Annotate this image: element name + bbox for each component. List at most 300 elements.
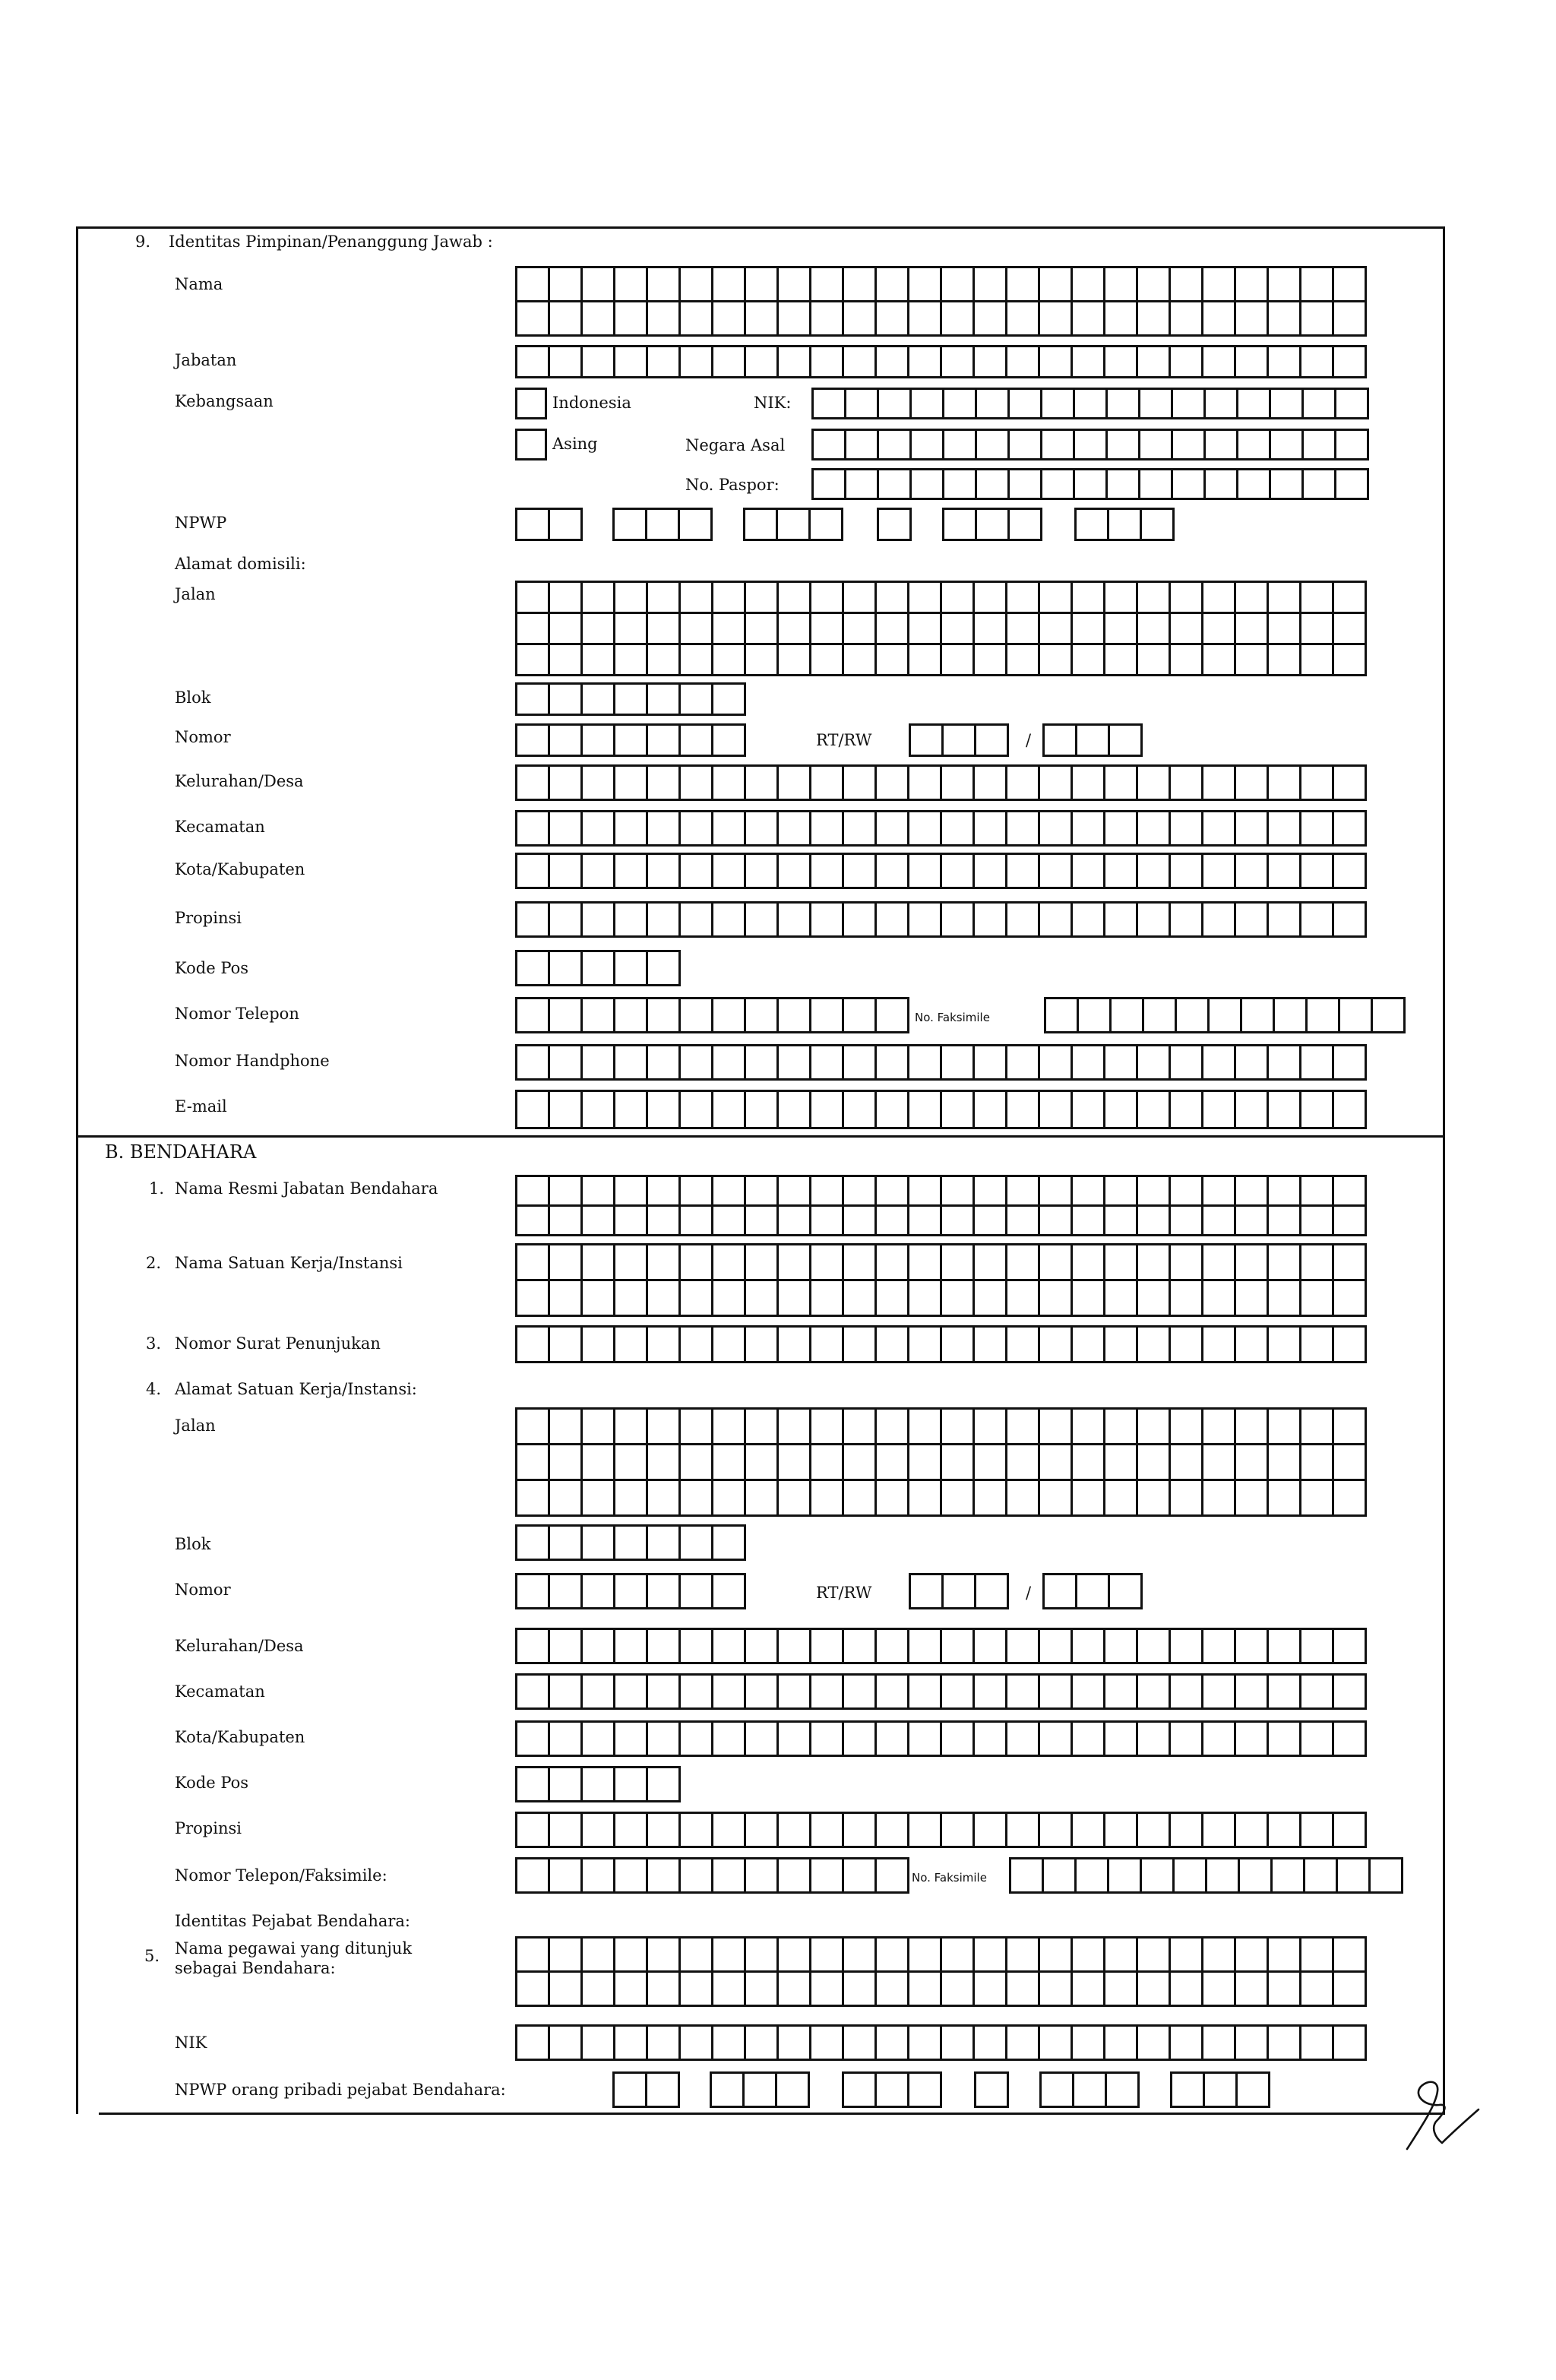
nomor-telepon-box[interactable] — [874, 1857, 909, 1894]
nama-resmi-jabatan-box[interactable] — [1332, 1204, 1367, 1236]
nama-satuan-kerja-box[interactable] — [711, 1243, 746, 1281]
jalan-box[interactable] — [646, 643, 681, 676]
nomor-telepon-box[interactable] — [580, 997, 615, 1033]
kota-box[interactable] — [1038, 853, 1073, 889]
nama-resmi-jabatan-box[interactable] — [972, 1175, 1007, 1207]
propinsi-box[interactable] — [678, 901, 713, 938]
jalan-box[interactable] — [940, 581, 975, 614]
nomor-handphone-box[interactable] — [613, 1044, 648, 1081]
nomor-box[interactable] — [711, 1573, 746, 1609]
jabatan-box[interactable] — [1267, 345, 1301, 378]
nama-satuan-kerja-box[interactable] — [1299, 1279, 1334, 1317]
no-paspor-box[interactable] — [1105, 468, 1140, 500]
rw-box[interactable] — [1042, 1573, 1077, 1609]
npwp-box[interactable] — [548, 508, 583, 541]
kelurahan-box[interactable] — [1201, 764, 1236, 801]
propinsi-box[interactable] — [1267, 1812, 1301, 1848]
no-faksimile-box[interactable] — [1240, 997, 1275, 1033]
nomor-surat-penunjukan-box[interactable] — [1267, 1325, 1301, 1363]
kecamatan-box[interactable] — [809, 810, 844, 847]
propinsi-box[interactable] — [1169, 901, 1203, 938]
jalan-box[interactable] — [580, 1407, 615, 1445]
nama-pegawai-box[interactable] — [809, 1936, 844, 1973]
negara-asal-box[interactable] — [844, 429, 879, 460]
nama-satuan-kerja-box[interactable] — [1103, 1243, 1138, 1281]
jalan-box[interactable] — [874, 612, 909, 645]
nama-pegawai-box[interactable] — [1038, 1936, 1073, 1973]
jalan-box[interactable] — [1071, 1407, 1105, 1445]
nomor-surat-penunjukan-box[interactable] — [646, 1325, 681, 1363]
jalan-box[interactable] — [646, 1443, 681, 1481]
propinsi-box[interactable] — [874, 1812, 909, 1848]
negara-asal-box[interactable] — [1138, 429, 1173, 460]
npwp-pribadi-box[interactable] — [842, 2071, 877, 2108]
nama-box[interactable] — [1201, 266, 1236, 302]
nama-box[interactable] — [744, 300, 779, 337]
kota-box[interactable] — [1103, 853, 1138, 889]
kelurahan-box[interactable] — [1169, 1628, 1203, 1664]
kecamatan-box[interactable] — [613, 1673, 648, 1710]
kota-box[interactable] — [1038, 1720, 1073, 1757]
nama-pegawai-box[interactable] — [1038, 1970, 1073, 2007]
jalan-box[interactable] — [548, 1479, 583, 1517]
no-paspor-box[interactable] — [1203, 468, 1238, 500]
no-faksimile-box[interactable] — [1009, 1857, 1044, 1894]
jalan-box[interactable] — [809, 1443, 844, 1481]
kelurahan-box[interactable] — [842, 764, 877, 801]
jalan-box[interactable] — [809, 1479, 844, 1517]
jalan-box[interactable] — [1299, 1407, 1334, 1445]
jalan-box[interactable] — [809, 612, 844, 645]
nomor-telepon-box[interactable] — [874, 997, 909, 1033]
nama-box[interactable] — [1071, 266, 1105, 302]
nomor-telepon-box[interactable] — [548, 997, 583, 1033]
nama-satuan-kerja-box[interactable] — [842, 1243, 877, 1281]
nama-box[interactable] — [776, 266, 811, 302]
nama-pegawai-box[interactable] — [1234, 1970, 1269, 2007]
nomor-handphone-box[interactable] — [711, 1044, 746, 1081]
nomor-handphone-box[interactable] — [1234, 1044, 1269, 1081]
nama-box[interactable] — [1234, 300, 1269, 337]
nama-box[interactable] — [1005, 300, 1040, 337]
propinsi-box[interactable] — [1332, 1812, 1367, 1848]
nama-resmi-jabatan-box[interactable] — [678, 1204, 713, 1236]
blok-box[interactable] — [613, 682, 648, 716]
kelurahan-box[interactable] — [711, 1628, 746, 1664]
kota-box[interactable] — [1267, 1720, 1301, 1757]
nik-box[interactable] — [975, 388, 1010, 419]
negara-asal-box[interactable] — [1171, 429, 1206, 460]
email-box[interactable] — [548, 1090, 583, 1129]
nama-box[interactable] — [515, 266, 550, 302]
kota-box[interactable] — [907, 853, 942, 889]
no-paspor-box[interactable] — [1073, 468, 1108, 500]
jalan-box[interactable] — [1169, 643, 1203, 676]
blok-box[interactable] — [678, 1524, 713, 1561]
nama-box[interactable] — [548, 266, 583, 302]
jabatan-box[interactable] — [613, 345, 648, 378]
kota-box[interactable] — [907, 1720, 942, 1757]
no-paspor-box[interactable] — [909, 468, 944, 500]
nama-pegawai-box[interactable] — [1136, 1936, 1171, 1973]
email-box[interactable] — [842, 1090, 877, 1129]
nama-resmi-jabatan-box[interactable] — [646, 1204, 681, 1236]
nama-satuan-kerja-box[interactable] — [1103, 1279, 1138, 1317]
nomor-surat-penunjukan-box[interactable] — [1299, 1325, 1334, 1363]
nomor-telepon-box[interactable] — [515, 997, 550, 1033]
nik-box[interactable] — [776, 2024, 811, 2061]
nama-resmi-jabatan-box[interactable] — [1136, 1175, 1171, 1207]
npwp-pribadi-box[interactable] — [645, 2071, 680, 2108]
kelurahan-box[interactable] — [809, 1628, 844, 1664]
nama-satuan-kerja-box[interactable] — [1169, 1243, 1203, 1281]
nama-satuan-kerja-box[interactable] — [874, 1279, 909, 1317]
jalan-box[interactable] — [842, 1407, 877, 1445]
jalan-box[interactable] — [580, 612, 615, 645]
jalan-box[interactable] — [1299, 643, 1334, 676]
npwp-box[interactable] — [877, 508, 912, 541]
no-faksimile-box[interactable] — [1142, 997, 1177, 1033]
kota-box[interactable] — [1103, 1720, 1138, 1757]
email-box[interactable] — [1201, 1090, 1236, 1129]
kelurahan-box[interactable] — [907, 1628, 942, 1664]
blok-box[interactable] — [515, 1524, 550, 1561]
nomor-handphone-box[interactable] — [776, 1044, 811, 1081]
kelurahan-box[interactable] — [548, 764, 583, 801]
kecamatan-box[interactable] — [1234, 810, 1269, 847]
nomor-surat-penunjukan-box[interactable] — [809, 1325, 844, 1363]
jabatan-box[interactable] — [1071, 345, 1105, 378]
blok-box[interactable] — [548, 1524, 583, 1561]
nama-box[interactable] — [874, 266, 909, 302]
jalan-box[interactable] — [1103, 1407, 1138, 1445]
nomor-surat-penunjukan-box[interactable] — [1103, 1325, 1138, 1363]
no-faksimile-box[interactable] — [1074, 1857, 1109, 1894]
nomor-telepon-box[interactable] — [842, 997, 877, 1033]
jalan-box[interactable] — [1136, 1443, 1171, 1481]
no-faksimile-box[interactable] — [1305, 997, 1340, 1033]
propinsi-box[interactable] — [1038, 901, 1073, 938]
kelurahan-box[interactable] — [1136, 764, 1171, 801]
kecamatan-box[interactable] — [1005, 1673, 1040, 1710]
kelurahan-box[interactable] — [646, 764, 681, 801]
email-box[interactable] — [1071, 1090, 1105, 1129]
rw-box[interactable] — [1075, 1573, 1110, 1609]
propinsi-box[interactable] — [580, 1812, 615, 1848]
nama-resmi-jabatan-box[interactable] — [548, 1175, 583, 1207]
nik-box[interactable] — [1103, 2024, 1138, 2061]
nama-resmi-jabatan-box[interactable] — [1071, 1175, 1105, 1207]
jalan-box[interactable] — [1038, 1407, 1073, 1445]
kelurahan-box[interactable] — [744, 764, 779, 801]
nama-satuan-kerja-box[interactable] — [515, 1279, 550, 1317]
kelurahan-box[interactable] — [1332, 1628, 1367, 1664]
kelurahan-box[interactable] — [907, 764, 942, 801]
nik-box[interactable] — [1171, 388, 1206, 419]
nama-satuan-kerja-box[interactable] — [711, 1279, 746, 1317]
nomor-telepon-box[interactable] — [711, 997, 746, 1033]
propinsi-box[interactable] — [972, 901, 1007, 938]
nama-resmi-jabatan-box[interactable] — [613, 1175, 648, 1207]
nama-pegawai-box[interactable] — [548, 1970, 583, 2007]
nama-box[interactable] — [1005, 266, 1040, 302]
nama-satuan-kerja-box[interactable] — [1136, 1279, 1171, 1317]
kecamatan-box[interactable] — [711, 810, 746, 847]
nama-box[interactable] — [1038, 300, 1073, 337]
nama-pegawai-box[interactable] — [548, 1936, 583, 1973]
nomor-handphone-box[interactable] — [1201, 1044, 1236, 1081]
kelurahan-box[interactable] — [1005, 1628, 1040, 1664]
nama-resmi-jabatan-box[interactable] — [1299, 1204, 1334, 1236]
kecamatan-box[interactable] — [1169, 810, 1203, 847]
nomor-telepon-box[interactable] — [744, 1857, 779, 1894]
nomor-box[interactable] — [515, 723, 550, 757]
npwp-box[interactable] — [942, 508, 977, 541]
npwp-box[interactable] — [645, 508, 680, 541]
propinsi-box[interactable] — [809, 1812, 844, 1848]
jalan-box[interactable] — [1038, 643, 1073, 676]
propinsi-box[interactable] — [1267, 901, 1301, 938]
nama-box[interactable] — [1299, 266, 1334, 302]
jalan-box[interactable] — [711, 1407, 746, 1445]
nik-box[interactable] — [1073, 388, 1108, 419]
email-box[interactable] — [580, 1090, 615, 1129]
kecamatan-box[interactable] — [1201, 1673, 1236, 1710]
nik-box[interactable] — [842, 2024, 877, 2061]
kecamatan-box[interactable] — [580, 1673, 615, 1710]
nama-resmi-jabatan-box[interactable] — [1234, 1175, 1269, 1207]
kelurahan-box[interactable] — [1136, 1628, 1171, 1664]
nik-box[interactable] — [1203, 388, 1238, 419]
jalan-box[interactable] — [1332, 1443, 1367, 1481]
jalan-box[interactable] — [646, 612, 681, 645]
nama-pegawai-box[interactable] — [711, 1936, 746, 1973]
kelurahan-box[interactable] — [711, 764, 746, 801]
jalan-box[interactable] — [1234, 643, 1269, 676]
kelurahan-box[interactable] — [1299, 764, 1334, 801]
negara-asal-box[interactable] — [975, 429, 1010, 460]
nik-box[interactable] — [744, 2024, 779, 2061]
propinsi-box[interactable] — [907, 1812, 942, 1848]
jalan-box[interactable] — [678, 1443, 713, 1481]
nomor-handphone-box[interactable] — [1299, 1044, 1334, 1081]
kelurahan-box[interactable] — [613, 764, 648, 801]
jalan-box[interactable] — [1038, 1479, 1073, 1517]
nama-satuan-kerja-box[interactable] — [940, 1243, 975, 1281]
jalan-box[interactable] — [711, 643, 746, 676]
jabatan-box[interactable] — [1169, 345, 1203, 378]
npwp-box[interactable] — [1107, 508, 1142, 541]
nama-box[interactable] — [1103, 266, 1138, 302]
nama-resmi-jabatan-box[interactable] — [1267, 1175, 1301, 1207]
propinsi-box[interactable] — [1136, 1812, 1171, 1848]
jalan-box[interactable] — [1103, 581, 1138, 614]
kota-box[interactable] — [1201, 853, 1236, 889]
nomor-handphone-box[interactable] — [1169, 1044, 1203, 1081]
propinsi-box[interactable] — [1332, 901, 1367, 938]
nomor-telepon-box[interactable] — [613, 1857, 648, 1894]
kecamatan-box[interactable] — [646, 810, 681, 847]
nama-pegawai-box[interactable] — [646, 1970, 681, 2007]
kecamatan-box[interactable] — [1267, 1673, 1301, 1710]
negara-asal-box[interactable] — [811, 429, 846, 460]
nomor-surat-penunjukan-box[interactable] — [874, 1325, 909, 1363]
nik-box[interactable] — [580, 2024, 615, 2061]
email-box[interactable] — [1299, 1090, 1334, 1129]
nik-box[interactable] — [1301, 388, 1336, 419]
nama-resmi-jabatan-box[interactable] — [678, 1175, 713, 1207]
jabatan-box[interactable] — [744, 345, 779, 378]
kecamatan-box[interactable] — [972, 1673, 1007, 1710]
jalan-box[interactable] — [1332, 1479, 1367, 1517]
email-box[interactable] — [744, 1090, 779, 1129]
jalan-box[interactable] — [874, 1407, 909, 1445]
kecamatan-box[interactable] — [678, 810, 713, 847]
nama-box[interactable] — [1136, 300, 1171, 337]
jalan-box[interactable] — [1234, 1407, 1269, 1445]
kota-box[interactable] — [678, 853, 713, 889]
propinsi-box[interactable] — [646, 1812, 681, 1848]
jalan-box[interactable] — [972, 1407, 1007, 1445]
email-box[interactable] — [940, 1090, 975, 1129]
jalan-box[interactable] — [711, 581, 746, 614]
nama-box[interactable] — [1038, 266, 1073, 302]
nama-pegawai-box[interactable] — [515, 1936, 550, 1973]
jalan-box[interactable] — [580, 581, 615, 614]
propinsi-box[interactable] — [1201, 901, 1236, 938]
nama-satuan-kerja-box[interactable] — [1038, 1279, 1073, 1317]
npwp-pribadi-box[interactable] — [710, 2071, 745, 2108]
kode-pos-box[interactable] — [646, 950, 681, 986]
nama-resmi-jabatan-box[interactable] — [711, 1204, 746, 1236]
jalan-box[interactable] — [1071, 1479, 1105, 1517]
nik-box[interactable] — [811, 388, 846, 419]
nik-box[interactable] — [515, 2024, 550, 2061]
kota-box[interactable] — [1201, 1720, 1236, 1757]
no-paspor-box[interactable] — [1236, 468, 1271, 500]
email-box[interactable] — [809, 1090, 844, 1129]
nama-pegawai-box[interactable] — [580, 1936, 615, 1973]
nomor-surat-penunjukan-box[interactable] — [711, 1325, 746, 1363]
nomor-surat-penunjukan-box[interactable] — [972, 1325, 1007, 1363]
kebangsaan-indonesia-checkbox-box[interactable] — [515, 388, 547, 419]
nik-box[interactable] — [1138, 388, 1173, 419]
jalan-box[interactable] — [515, 1443, 550, 1481]
propinsi-box[interactable] — [842, 901, 877, 938]
no-paspor-box[interactable] — [1269, 468, 1304, 500]
nik-box[interactable] — [1234, 2024, 1269, 2061]
jalan-box[interactable] — [1234, 612, 1269, 645]
kecamatan-box[interactable] — [1071, 810, 1105, 847]
nomor-telepon-box[interactable] — [613, 997, 648, 1033]
kode-pos-box[interactable] — [613, 950, 648, 986]
kota-box[interactable] — [1005, 853, 1040, 889]
jalan-box[interactable] — [1071, 1443, 1105, 1481]
kecamatan-box[interactable] — [1103, 1673, 1138, 1710]
nama-resmi-jabatan-box[interactable] — [515, 1175, 550, 1207]
jalan-box[interactable] — [580, 1443, 615, 1481]
no-paspor-box[interactable] — [1138, 468, 1173, 500]
jabatan-box[interactable] — [1299, 345, 1334, 378]
jalan-box[interactable] — [515, 581, 550, 614]
nomor-surat-penunjukan-box[interactable] — [1169, 1325, 1203, 1363]
negara-asal-box[interactable] — [909, 429, 944, 460]
npwp-box[interactable] — [515, 508, 550, 541]
email-box[interactable] — [874, 1090, 909, 1129]
nama-box[interactable] — [1332, 300, 1367, 337]
jalan-box[interactable] — [842, 1443, 877, 1481]
nama-pegawai-box[interactable] — [678, 1936, 713, 1973]
nik-box[interactable] — [1136, 2024, 1171, 2061]
kota-box[interactable] — [972, 853, 1007, 889]
kecamatan-box[interactable] — [940, 1673, 975, 1710]
nomor-telepon-box[interactable] — [580, 1857, 615, 1894]
nomor-surat-penunjukan-box[interactable] — [744, 1325, 779, 1363]
nama-satuan-kerja-box[interactable] — [548, 1243, 583, 1281]
negara-asal-box[interactable] — [1301, 429, 1336, 460]
nama-box[interactable] — [1103, 300, 1138, 337]
kelurahan-box[interactable] — [1267, 1628, 1301, 1664]
propinsi-box[interactable] — [907, 901, 942, 938]
kelurahan-box[interactable] — [1038, 1628, 1073, 1664]
nama-resmi-jabatan-box[interactable] — [1038, 1204, 1073, 1236]
nama-resmi-jabatan-box[interactable] — [580, 1175, 615, 1207]
kecamatan-box[interactable] — [1136, 1673, 1171, 1710]
nomor-surat-penunjukan-box[interactable] — [1201, 1325, 1236, 1363]
propinsi-box[interactable] — [646, 901, 681, 938]
nama-resmi-jabatan-box[interactable] — [580, 1204, 615, 1236]
nama-satuan-kerja-box[interactable] — [548, 1279, 583, 1317]
negara-asal-box[interactable] — [942, 429, 977, 460]
kelurahan-box[interactable] — [613, 1628, 648, 1664]
rt-box[interactable] — [941, 1573, 976, 1609]
no-paspor-box[interactable] — [1301, 468, 1336, 500]
blok-box[interactable] — [580, 682, 615, 716]
propinsi-box[interactable] — [1299, 901, 1334, 938]
nama-pegawai-box[interactable] — [711, 1970, 746, 2007]
nama-satuan-kerja-box[interactable] — [646, 1279, 681, 1317]
nik-box[interactable] — [1332, 2024, 1367, 2061]
jalan-box[interactable] — [678, 612, 713, 645]
propinsi-box[interactable] — [776, 901, 811, 938]
jabatan-box[interactable] — [711, 345, 746, 378]
kode-pos-box[interactable] — [580, 1766, 615, 1802]
rw-box[interactable] — [1108, 723, 1143, 757]
nama-box[interactable] — [809, 300, 844, 337]
kelurahan-box[interactable] — [515, 1628, 550, 1664]
negara-asal-box[interactable] — [1203, 429, 1238, 460]
jalan-box[interactable] — [1136, 1407, 1171, 1445]
no-faksimile-box[interactable] — [1338, 997, 1373, 1033]
rt-box[interactable] — [909, 1573, 944, 1609]
jalan-box[interactable] — [1103, 612, 1138, 645]
blok-box[interactable] — [711, 682, 746, 716]
nama-box[interactable] — [515, 300, 550, 337]
kota-box[interactable] — [744, 1720, 779, 1757]
nama-satuan-kerja-box[interactable] — [646, 1243, 681, 1281]
jalan-box[interactable] — [515, 1479, 550, 1517]
nama-satuan-kerja-box[interactable] — [1234, 1279, 1269, 1317]
jabatan-box[interactable] — [1136, 345, 1171, 378]
propinsi-box[interactable] — [613, 1812, 648, 1848]
npwp-box[interactable] — [808, 508, 843, 541]
nomor-surat-penunjukan-box[interactable] — [1005, 1325, 1040, 1363]
nomor-surat-penunjukan-box[interactable] — [580, 1325, 615, 1363]
nama-pegawai-box[interactable] — [580, 1970, 615, 2007]
nama-box[interactable] — [646, 300, 681, 337]
nomor-telepon-box[interactable] — [678, 997, 713, 1033]
jalan-box[interactable] — [1071, 612, 1105, 645]
